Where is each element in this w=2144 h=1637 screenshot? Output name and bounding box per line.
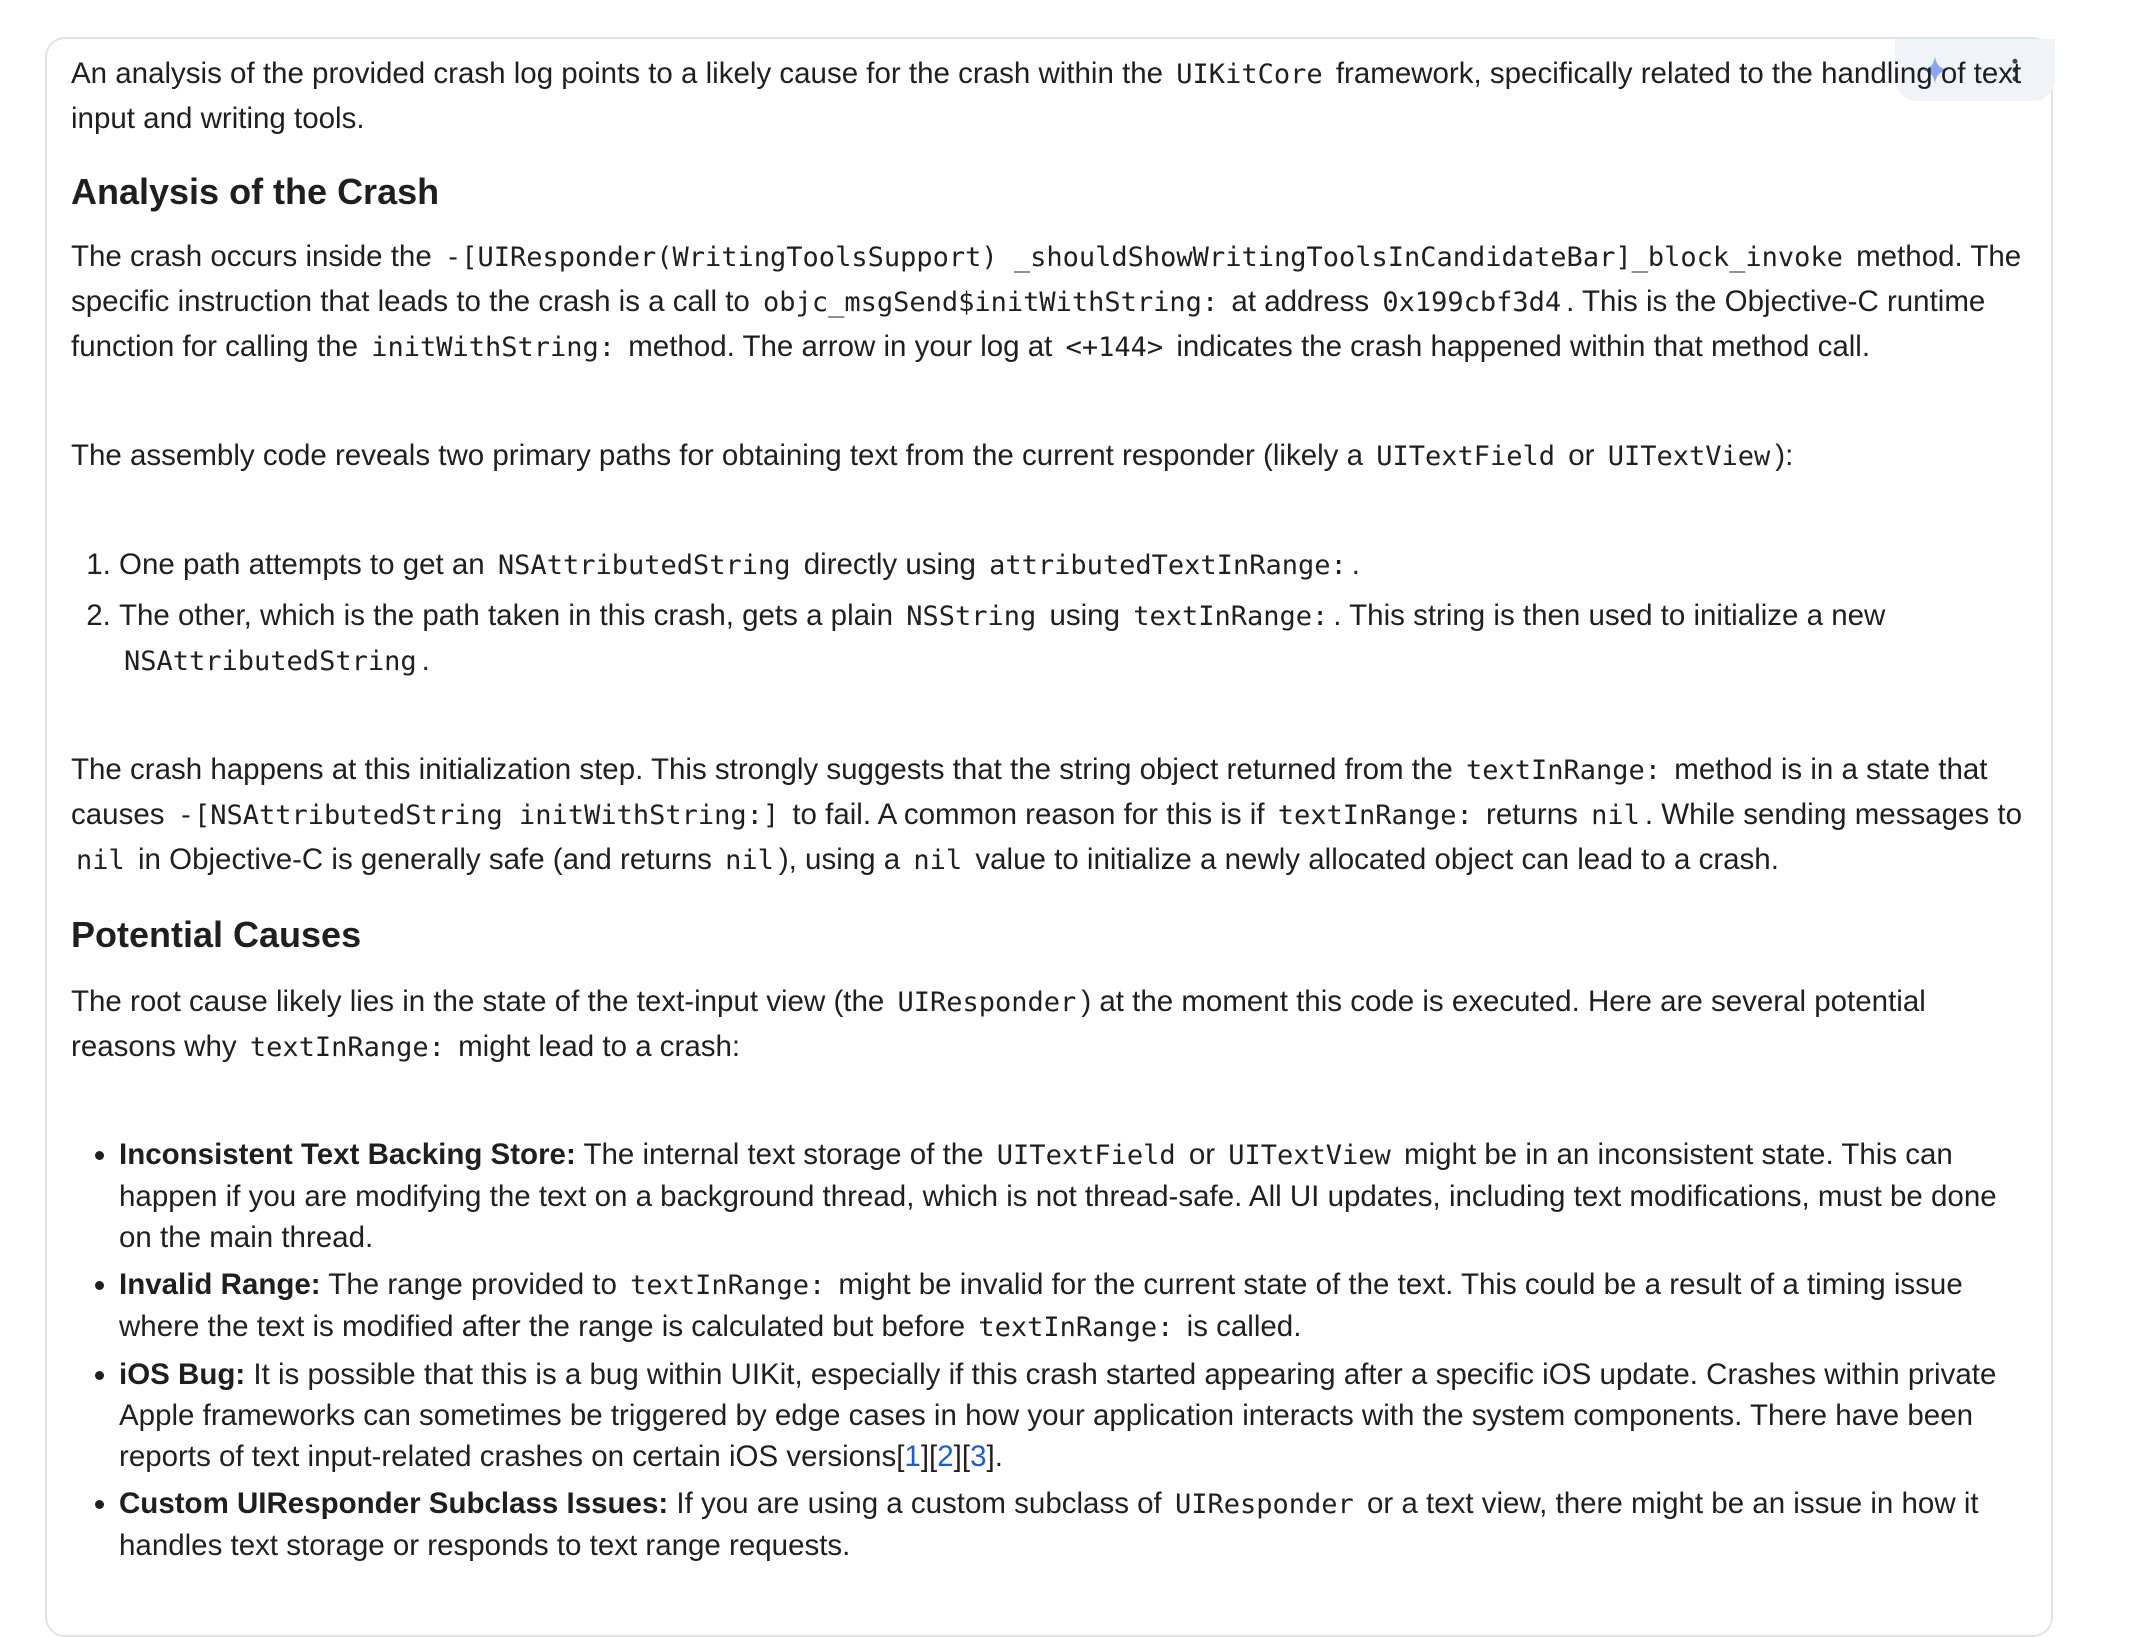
- inline-code: NSString: [906, 601, 1037, 632]
- text: might be in an inconsistent state. This can happen if you are modifying the text on a background thread, which is not thread-safe. All UI updates, including text modifications, must be done on the main thread.: [119, 1138, 1997, 1254]
- text: or a text view, there might be an issue in how it handles text storage or responds to text range requests.: [119, 1487, 1979, 1562]
- citation-link-1[interactable]: 1: [904, 1440, 921, 1473]
- inline-code: textInRange:: [1277, 800, 1473, 831]
- citation-link-3[interactable]: 3: [970, 1440, 987, 1473]
- list-item: [119, 1483, 2036, 1566]
- response-body: [71, 52, 2036, 1572]
- inline-code: UITextView: [1228, 1140, 1391, 1171]
- inline-code: UIResponder: [1174, 1489, 1354, 1520]
- inline-code: NSAttributedString: [124, 646, 417, 677]
- crash-step-paragraph: [71, 748, 2036, 883]
- text: ) at the moment this code is executed. Here are several potential reasons why: [71, 985, 1926, 1063]
- inline-code: textInRange:: [978, 1312, 1174, 1343]
- text: It is possible that this is a bug within UIKit, especially if this crash started appearing after a specific iOS update. Crashes within private Apple frameworks can sometimes be triggered by edge cases in how your application interacts with the system components. There have been reports of text input-related crashes on certain iOS versions: [119, 1358, 1997, 1473]
- inline-code: <+144>: [1065, 332, 1164, 363]
- text: might lead to a crash:: [458, 1030, 741, 1063]
- text: returns: [1486, 798, 1578, 831]
- text: .: [994, 1440, 1003, 1473]
- text: in Objective-C is generally safe (and returns: [137, 843, 712, 876]
- analysis-paragraph: [71, 235, 2036, 370]
- citation-link-2[interactable]: 2: [937, 1440, 954, 1473]
- text: method. The specific instruction that leads to the crash is a call to: [71, 240, 2022, 318]
- inline-code: textInRange:: [1465, 755, 1662, 786]
- text: or: [1568, 439, 1595, 472]
- text: directly using: [803, 548, 976, 581]
- inline-code: textInRange:: [630, 1270, 826, 1301]
- list-item: [119, 1264, 2036, 1348]
- inline-code: textInRange:: [1133, 601, 1329, 632]
- heading-analysis: Analysis of the Crash: [71, 171, 440, 212]
- list-item: [119, 1134, 2036, 1258]
- text: .: [421, 644, 430, 677]
- text: ):: [1775, 439, 1794, 472]
- inline-code: attributedTextInRange:: [989, 550, 1347, 581]
- text: method. The arrow in your log at: [628, 330, 1053, 363]
- text: method is in a state that causes: [71, 753, 1988, 831]
- paths-list: [71, 543, 2036, 684]
- text: The crash happens at this initialization step. This strongly suggests that the string object returned from the: [71, 753, 1453, 786]
- list-item: [119, 594, 2036, 684]
- inline-code: nil: [1591, 800, 1640, 831]
- text: ), using a: [778, 843, 901, 876]
- text: might be invalid for the current state of the text. This could be a result of a timing issue where the text is modified after the range is calculated but before: [119, 1268, 1963, 1343]
- text: The crash occurs inside the: [71, 240, 432, 273]
- inline-code: UITextField: [996, 1140, 1176, 1171]
- text: .: [1351, 548, 1360, 581]
- text: The other, which is the path taken in this crash, gets a plain: [119, 599, 894, 632]
- inline-code: NSAttributedString: [497, 550, 791, 581]
- inline-code: 0x199cbf3d4: [1382, 287, 1562, 318]
- paths-paragraph: [71, 434, 2036, 479]
- text: An analysis of the provided crash log points to a likely cause for the crash within the: [71, 57, 1164, 90]
- inline-code: UIKitCore: [1176, 59, 1323, 90]
- text: The root cause likely lies in the state of the text-input view (the: [71, 985, 885, 1018]
- cause-title: Invalid Range:: [119, 1268, 321, 1301]
- inline-code: UITextField: [1376, 441, 1556, 472]
- inline-code: -[NSAttributedString initWithString:]: [177, 800, 780, 831]
- text: . This string is then used to initialize a new: [1333, 599, 1886, 632]
- text: or: [1188, 1138, 1216, 1171]
- text: indicates the crash happened within that method call.: [1176, 330, 1871, 363]
- inline-code: textInRange:: [249, 1032, 445, 1063]
- root-cause-paragraph: [71, 980, 2036, 1070]
- text: . While sending messages to: [1644, 798, 2022, 831]
- list-item: [119, 543, 2036, 588]
- intro-paragraph: [71, 52, 2036, 141]
- inline-code: initWithString:: [371, 332, 616, 363]
- text: value to initialize a newly allocated object can lead to a crash.: [975, 843, 1779, 876]
- text: If you are using a custom subclass of: [676, 1487, 1162, 1520]
- text: using: [1049, 599, 1120, 632]
- inline-code: nil: [76, 845, 125, 876]
- text: The internal text storage of the: [583, 1138, 984, 1171]
- inline-code: nil: [725, 845, 774, 876]
- text: to fail. A common reason for this is if: [792, 798, 1265, 831]
- inline-code: nil: [913, 845, 963, 876]
- inline-code: UIResponder: [897, 987, 1077, 1018]
- text: at address: [1231, 285, 1370, 318]
- text: framework, specifically related to the handling of text input and writing tools.: [71, 57, 2022, 135]
- cause-title: Inconsistent Text Backing Store:: [119, 1138, 576, 1171]
- cause-title: iOS Bug:: [119, 1358, 246, 1391]
- heading-potential-causes: Potential Causes: [71, 914, 362, 955]
- inline-code: UITextView: [1607, 441, 1771, 472]
- cause-title: Custom UIResponder Subclass Issues:: [119, 1487, 669, 1520]
- inline-code: objc_msgSend$initWithString:: [763, 287, 1219, 318]
- text: The range provided to: [328, 1268, 617, 1301]
- inline-code: -[UIResponder(WritingToolsSupport) _shouldShowWritingToolsInCandidateBar]_block_invoke: [444, 242, 1843, 273]
- text: . This is the Objective-C runtime function for calling the: [71, 285, 1986, 363]
- causes-list: [71, 1134, 2036, 1566]
- text: One path attempts to get an: [119, 548, 485, 581]
- text: is called.: [1186, 1310, 1302, 1343]
- list-item: • iOS Bug: It is possible that this is a bug within UIKit, especially if this crash started appearing after a specific iOS update. Crashes within private Apple frameworks can sometimes be triggered by edge cases in how your application interacts with the system components. There have been reports of text input-related crashes on certain iOS versions[1][2][3].: [119, 1354, 2036, 1477]
- text: The assembly code reveals two primary paths for obtaining text from the current responder (likely a: [71, 439, 1364, 472]
